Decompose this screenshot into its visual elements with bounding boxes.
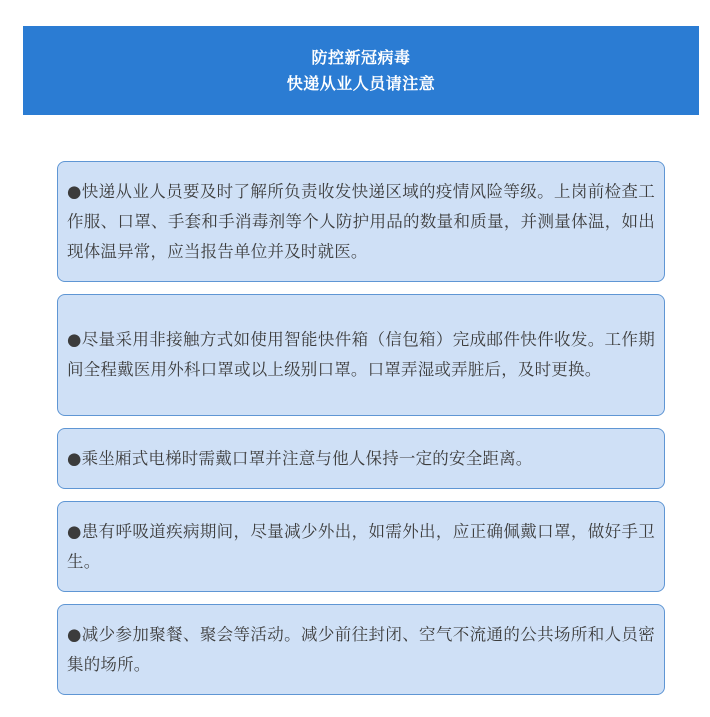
guideline-card-gatherings [57,604,665,695]
header-title-line1: 防控新冠病毒 [311,47,411,67]
guideline-text: ●患有呼吸道疾病期间，尽量减少外出，如需外出，应正确佩戴口罩，做好手卫生。 [67,521,655,571]
guideline-text: ●减少参加聚餐、聚会等活动。减少前往封闭、空气不流通的公共场所和人员密集的场所。 [67,624,655,674]
guideline-card-contactless [57,294,665,416]
guideline-text: ●乘坐厢式电梯时需戴口罩并注意与他人保持一定的安全距离。 [67,448,533,468]
header-title-line2: 快递从业人员请注意 [286,73,436,93]
guideline-card-respiratory [57,501,665,592]
guideline-card-risk-check [57,161,665,282]
guideline-text: ●快递从业人员要及时了解所负责收发快递区域的疫情风险等级。上岗前检查工作服、口罩、手套和手消毒剂等个人防护用品的数量和质量，并测量体温，如出现体温异常，应当报告单位并及时就医。 [67,181,655,261]
guideline-text: ●尽量采用非接触方式如使用智能快件箱（信包箱）完成邮件快件收发。工作期间全程戴医用外科口罩或以上级别口罩。口罩弄湿或弄脏后，及时更换。 [67,330,655,379]
guideline-card-elevator [57,428,665,489]
